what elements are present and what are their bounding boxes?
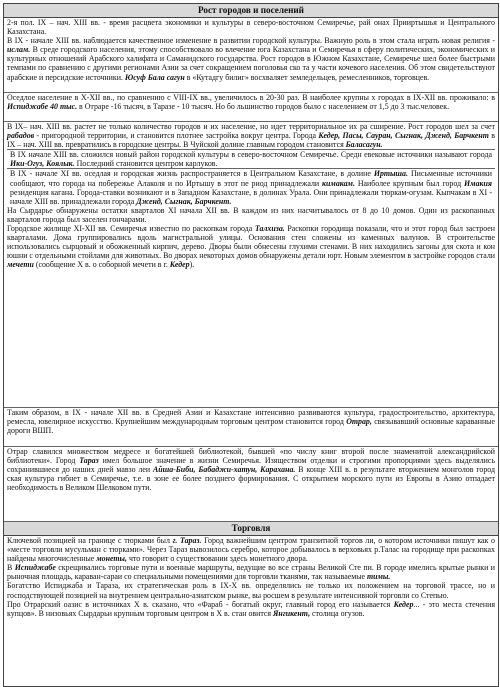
emphasis-text: Отрар, bbox=[346, 417, 372, 427]
text-run: Оседлое население в bbox=[7, 93, 82, 102]
emphasis-text: XI-XII bbox=[73, 224, 96, 234]
emphasis-text: Имакия bbox=[464, 178, 492, 188]
emphasis-text: IX - начале XI bbox=[18, 169, 69, 179]
text-run: Город важнейшим центром транзитной торгов ли, о котором источники пишут как о «месте торговли мусульман с тюрками». Через Тараз вывозилось серебро, которое добывалось в верховьях р.Талас на городище при раскопках найдены многочисленные bbox=[7, 536, 496, 564]
emphasis-text: IX-XII bbox=[413, 93, 436, 102]
summary-section bbox=[4, 408, 498, 447]
text-run: вв. растет не только количество городов и их население, но идет территориальное их ра сширение. Рост городов шел за счет bbox=[59, 122, 495, 131]
emphasis-text: рабадов bbox=[7, 131, 35, 141]
emphasis-text: IX начале XIII bbox=[17, 150, 67, 160]
text-run: В bbox=[10, 150, 18, 160]
text-run: В bbox=[7, 563, 15, 573]
text-run: в. стан овится bbox=[222, 608, 273, 618]
emphasis-text: 20-30 bbox=[266, 93, 285, 102]
text-run: На Сырдарье обнаружены остатки кварталов bbox=[7, 205, 169, 215]
emphasis-text: VIII-IX bbox=[173, 93, 198, 102]
notes-table bbox=[3, 3, 499, 687]
era-section bbox=[4, 18, 498, 93]
emphasis-text: IX – нач. XIII bbox=[7, 140, 53, 150]
paragraph bbox=[7, 168, 495, 205]
text-run: в bbox=[488, 131, 496, 141]
text-run: В bbox=[7, 36, 15, 46]
text-run: вв. наблюдается качественное изменение в развитии городской культуры. Важную роль в этом стала играть новая религия - bbox=[69, 36, 495, 46]
paragraph bbox=[7, 93, 495, 111]
emphasis-text: XI - начале XIII bbox=[10, 187, 492, 206]
text-run: вв. определялись не только их положением на торговой трассе, но и господствующей позицией на внутреннем центрально-азиатском рынке, вы росшем в результате интенсивной торговли со Степью. bbox=[7, 581, 495, 600]
text-run: Письменные источники сообщают, что города на побережье Алаколя и по Иртышу в этот пе риод принадлежали bbox=[10, 169, 493, 188]
text-run: вв. в Средней Азии и Казахстане интенсивно развиваются культура, градостроительство, архитектура, ремесла, ювелирное искусство. Крупнейшим международным торговым центром становится город bbox=[7, 408, 495, 427]
text-run: вв. Семиречья известно по раскопкам города bbox=[95, 224, 255, 234]
emphasis-text: IX– нач. XIII bbox=[15, 122, 60, 131]
text-run: в. сказано, что «Фараб - богатый округ, главный город его называется bbox=[139, 599, 394, 609]
text-run: вв., увеличилось в bbox=[197, 93, 267, 102]
text-run: В bbox=[7, 122, 15, 131]
emphasis-text: Баласагун. bbox=[345, 140, 383, 150]
emphasis-text: Кедер, Пасы, Сауран, Сыгнак, Дженд, Барчкент bbox=[318, 131, 489, 141]
emphasis-text: монеты, bbox=[96, 554, 127, 564]
text-run: ская культура гибнет в Семиречье, т.е. в зоне ее более позднего формирования. С открытием морского пути из Европы в Азию отпадает необходимость в Великом Шелковом пути. bbox=[7, 474, 495, 493]
text-run: Про Отрарский оазис в источниках bbox=[7, 599, 135, 609]
text-run: в. в результате вторжением монголов город bbox=[342, 465, 495, 475]
emphasis-text: Х в. bbox=[77, 260, 91, 270]
emphasis-text: конце XIII bbox=[306, 465, 343, 475]
otrar-section bbox=[4, 447, 498, 522]
emphasis-text: Х bbox=[134, 599, 140, 609]
emphasis-text: X-XII bbox=[81, 93, 101, 102]
paragraph bbox=[7, 224, 495, 269]
text-run: в «Кутадгу билиг» восхваляет земледельцев, ремесленников, торговцев. bbox=[184, 72, 430, 82]
emphasis-text: IX - начале XIII bbox=[14, 36, 70, 46]
paragraph bbox=[7, 536, 495, 563]
text-run: скрещивались торговые пути и военные маршруты, ведущие во все страны Великой Сте пи. В городе имелись крытые рынки и рыночная площадь, караван-сараи со специальными помещениями для торговли тканями, так называемые bbox=[7, 563, 495, 582]
text-run: вв. превратились в городские центры. В Чуйской долине главным городом становится bbox=[52, 140, 346, 150]
text-run: что говорит о существовании здесь монетного двора. bbox=[126, 554, 308, 564]
text-run: о соборной мечети в г. bbox=[90, 260, 170, 270]
text-run: Наиболее крупным был город bbox=[354, 178, 465, 188]
emphasis-text: XI начала XII bbox=[168, 205, 217, 215]
text-run: ... - это места стечения купцов». В низовьях Сырдарьи крупным торговым центром в bbox=[7, 599, 495, 618]
text-run: Таким образом, в bbox=[7, 408, 73, 417]
section-title-growth: Рост городов и поселений bbox=[4, 4, 498, 18]
text-run: раз. В наиболее крупны х городах в bbox=[284, 93, 414, 102]
emphasis-text: IX - начале XII bbox=[72, 408, 129, 417]
text-run: ). bbox=[189, 260, 195, 270]
emphasis-text: Юсуф Бала сагун bbox=[124, 72, 185, 82]
paragraph bbox=[7, 563, 495, 581]
emphasis-text: Талхиза. bbox=[254, 224, 285, 234]
text-run: вв. сложился новый район городской культуры в северо-восточном Семиречье. Средн евековые источники называют города bbox=[66, 150, 492, 160]
text-run: (сообщение bbox=[33, 260, 78, 270]
emphasis-text: IX-X bbox=[220, 581, 238, 591]
emphasis-text: Янгикент, bbox=[273, 608, 311, 618]
text-run: В bbox=[295, 465, 307, 475]
emphasis-text: г. Тараз. bbox=[172, 536, 202, 545]
emphasis-text: 2-я пол. IX – нач. XIII вв. bbox=[7, 18, 100, 27]
text-run: резиденция кагана. Города-ставки возникают и в Западном Казахстане, в долинах Урала. Они принадлежали тюркам-огузам. Кыпчакам в bbox=[10, 187, 479, 197]
emphasis-text: Дженд, Сыгнак, Барчкент. bbox=[136, 196, 232, 206]
emphasis-text: Кедер bbox=[169, 260, 190, 270]
paragraph bbox=[7, 18, 495, 36]
text-run: столица огузов. bbox=[310, 608, 365, 618]
emphasis-text: мечети bbox=[7, 260, 34, 270]
text-run: Последний становится центром карлуков. bbox=[74, 159, 218, 169]
emphasis-text: Испиджабе 40 тыс. bbox=[7, 102, 78, 112]
emphasis-text: Тараз bbox=[79, 456, 99, 466]
text-run: в Отраре -16 тысяч, в Таразе - 10 тысяч. Но бо льшинство городов было с населением от 1,5 до 3 тыс.человек. bbox=[77, 102, 450, 112]
emphasis-text: кимакам. bbox=[322, 178, 355, 188]
text-run: имел большое значение в жизни Семиречья. Изяществом отделки и строгими пропорциями здесь выделялись сохранившиеся до наших дней мавзо леи bbox=[7, 456, 495, 475]
paragraph bbox=[7, 149, 495, 168]
paragraph bbox=[7, 600, 495, 618]
text-run: вв. В каждом из них насчитывалось от 8 до 10 домов. Один из раскопанных кварталов города был заселен гончарами. bbox=[7, 205, 495, 224]
text-run: вв., по сравнению с bbox=[100, 93, 174, 102]
text-run: Ключевой позицией на границе с тюрками был bbox=[7, 536, 173, 545]
population-section bbox=[4, 93, 498, 122]
text-run: вв. оседлая и городская жизнь распространяется в Центральном Казахстане, в долине bbox=[68, 169, 374, 179]
text-run: Богатство Испиджаба и Тараза, их стратегическая роль в bbox=[7, 581, 221, 591]
text-run: Раскопки городища показали, что и этот город был застроен кварталами. Дома группировались вдоль магистральной улицы. Основания стен сложены из каменных валунов. В строительстве использовались сырцовый и обожженный кирпич, дерево. Дворы были обнесены глухими стенами. В них находились загоны для скота и кон юшни с отдельными стойлами для животных. Во дворах некоторых домов обнаружены детали юрт. Новым элементом в застройке городов стали bbox=[7, 224, 495, 261]
text-run: Отрар славился множеством медресе и богатейшей библиотекой, бывшей «по числу книг второй после знаменитой александрийской библиотеки». Город bbox=[7, 447, 495, 466]
trade-section bbox=[4, 536, 498, 686]
text-run: В среде городского населения, этому способствовало во влечение юга Казахстана и Семиречья в сферу политических, экономических и культурных отношений Арабского халифата и Саманидского государства. Рост городов в Южном Казахстане, Семиречье шел более быстрыми темпами по сравнению с другими регионами Азии за счет сокращением поголовья ско та у части кочевого населения. Об этом свидетельствуют арабские и персидские источники. bbox=[7, 45, 495, 82]
text-run: вв. принадлежали города bbox=[47, 196, 137, 206]
emphasis-text: ислам. bbox=[7, 45, 31, 55]
emphasis-text: Айша-Биби, Бабаджи-хатун, Карахана. bbox=[153, 465, 296, 475]
text-run: связывавший основные караванные дороги ВШП. bbox=[7, 417, 495, 436]
section-title-trade: Торговля bbox=[4, 522, 498, 536]
city-expansion-section bbox=[4, 122, 498, 408]
text-run: вв. проживало: в bbox=[435, 93, 495, 102]
paragraph bbox=[7, 206, 495, 224]
text-run: - пригородной территории, и становится плотнее застройка вокруг центра. Города bbox=[34, 131, 319, 141]
paragraph bbox=[7, 36, 495, 81]
emphasis-text: Ики-Огуз, Коялык. bbox=[10, 159, 75, 169]
text-run: В bbox=[10, 169, 19, 179]
text-run: Городское жилище bbox=[7, 224, 74, 234]
emphasis-text: тимы. bbox=[367, 572, 391, 582]
emphasis-text: Кедер bbox=[393, 599, 414, 609]
paragraph bbox=[7, 408, 495, 435]
emphasis-text: Х bbox=[216, 608, 223, 618]
paragraph bbox=[7, 581, 495, 599]
emphasis-text: Испиджабе bbox=[14, 563, 56, 573]
paragraph bbox=[7, 447, 495, 492]
text-run: - время расцвета экономики и культуры в северо-восточном Семиречье, рай онах Прииртышья и Центрального Казахстана. bbox=[7, 18, 495, 37]
emphasis-text: Иртыша. bbox=[373, 169, 408, 179]
paragraph bbox=[7, 122, 495, 149]
